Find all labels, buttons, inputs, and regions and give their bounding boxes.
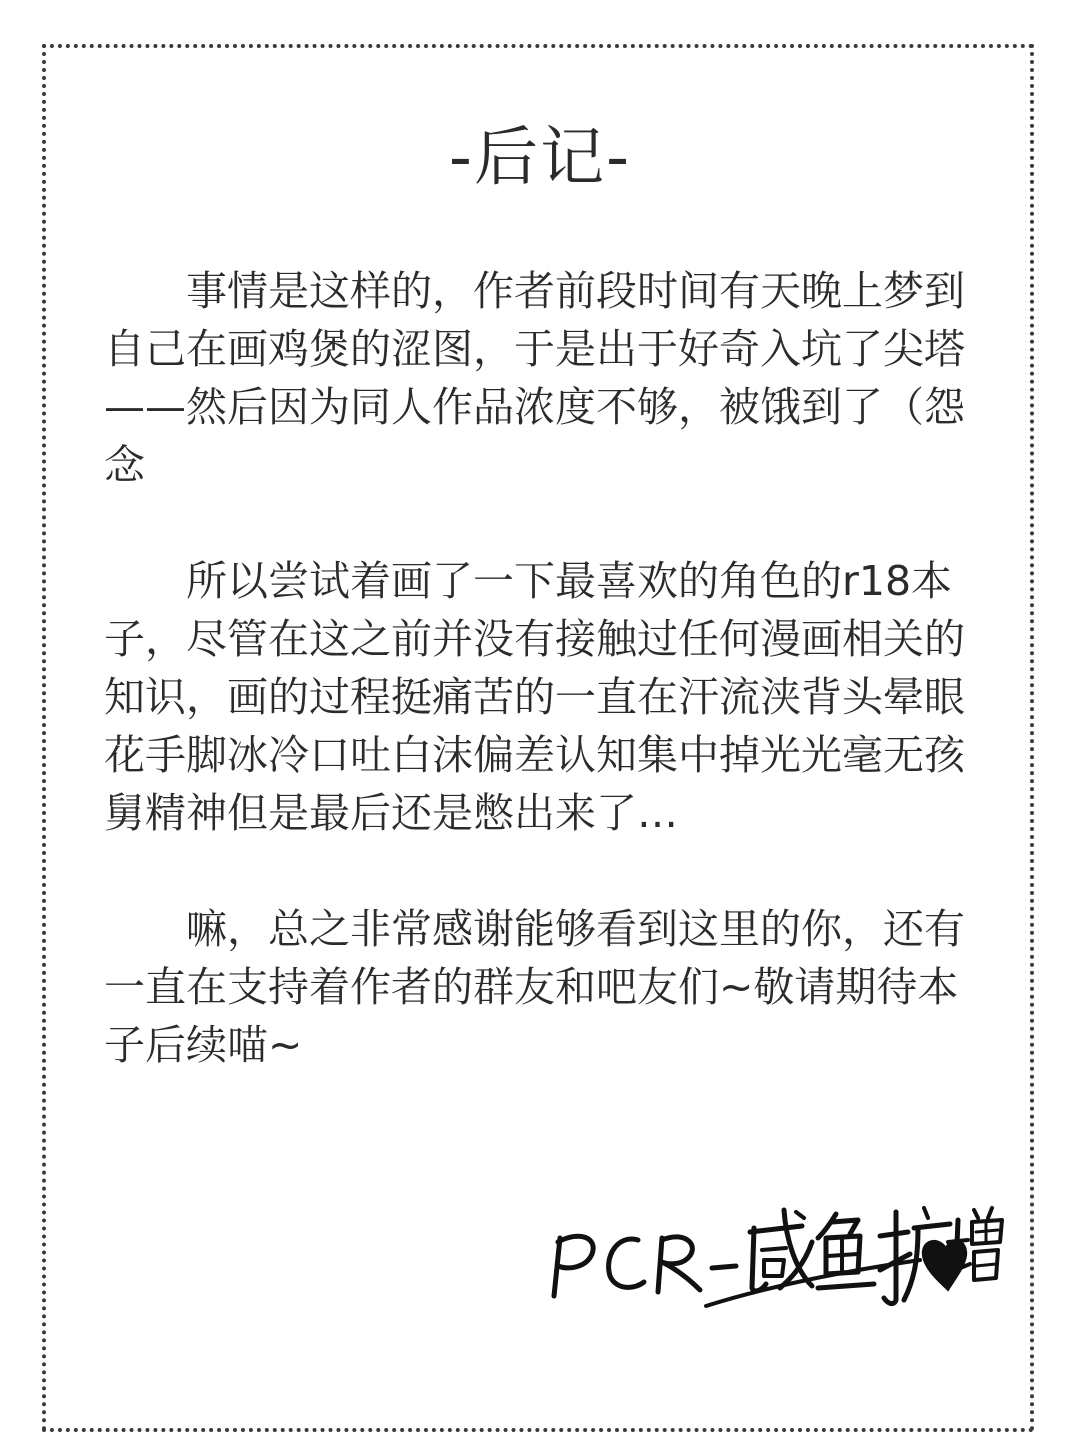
paragraph-3: 嘛，总之非常感谢能够看到这里的你，还有一直在支持着作者的群友和吧友们~敬请期待本子后续喵~ bbox=[104, 905, 965, 1069]
afterword-body bbox=[104, 262, 984, 1074]
page-title: -后记- bbox=[448, 121, 632, 195]
paragraph-1: 事情是这样的，作者前段时间有天晚上梦到自己在画鸡煲的涩图，于是出于好奇入坑了尖塔——然后因为同人作品浓度不够，被饿到了（怨念 bbox=[104, 267, 965, 489]
paragraph-2: 所以尝试着画了一下最喜欢的角色的r18本子，尽管在这之前并没有接触过任何漫画相关的知识，画的过程挺痛苦的一直在汗流浃背头晕眼花手脚冰冷口吐白沫偏差认知集中掉光光毫无孩舅精神但是最后还是憋出来了… bbox=[104, 557, 965, 837]
handwritten-signature bbox=[540, 1110, 1010, 1340]
